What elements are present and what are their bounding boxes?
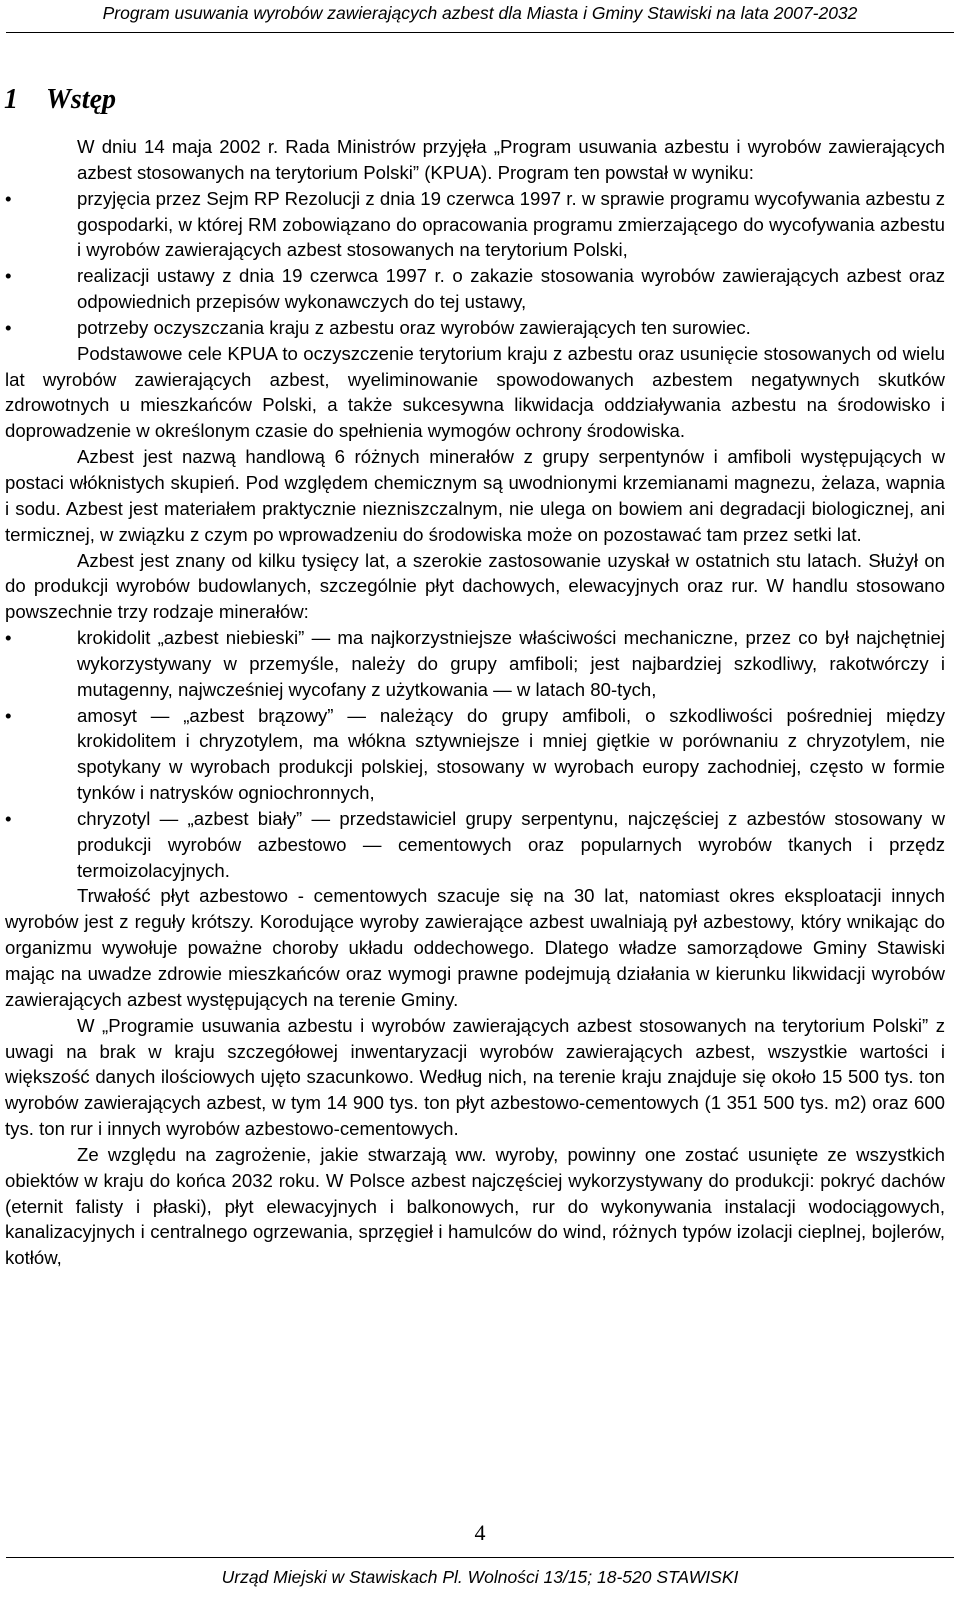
body-paragraph: Azbest jest nazwą handlową 6 różnych minerałów z grupy serpentynów i amfiboli występujących w postaci włóknistych skupień. Pod względem chemicznym są uwodnionymi krzemianami magnezu, żelaza, wapnia i sodu. Azbest jest materiałem praktycznie niezniszczalnym, nie ulega on bowiem ani degradacji biologicznej, ani termicznej, w związku z czym po wprowadzeniu do środowiska może on pozostawać tam przez setki lat. <box>5 446 945 545</box>
bullet-icon: • <box>5 265 12 287</box>
list-item-text: krokidolit „azbest niebieski” — ma najkorzystniejsze właściwości mechaniczne, przez co był najchętniej wykorzystywany w przemyśle, należy do grupy amfiboli; jest najbardziej szkodliwy, rakotwórczy i mutagenny, najwcześniej wycofany z użytkowania — w latach 80-tych, <box>77 627 945 700</box>
list-item <box>5 625 945 703</box>
body-paragraph: W „Programie usuwania azbestu i wyrobów zawierających azbest stosowanych na terytorium Polski” z uwagi na brak w kraju szczegółowej inwentaryzacji wyrobów zawierających azbest, wszystkie wartości i większość danych ilościowych ujęto szacunkowo. Według nich, na terenie kraju znajduje się około 15 500 tys. ton wyrobów zawierających azbest, w tym 14 900 tys. ton płyt azbestowo-cementowych (1 351 500 tys. m2) oraz 600 tys. ton rur i innych wyrobów azbestowo-cementowych. <box>5 1014 945 1140</box>
list-item <box>5 703 945 806</box>
header-divider <box>6 32 954 33</box>
body-paragraph: Podstawowe cele KPUA to oczyszczenie terytorium kraju z azbestu oraz usunięcie stosowanych od wielu lat wyrobów zawierających azbest, wyeliminowanie spowodowanych azbestem negatywnych skutków zdrowotnych u mieszkańców Polski, a także sukcesywna likwidacja oddziaływania azbestu na środowisko i doprowadzenie w określonym czasie do spełnienia wymogów ochrony środowiska. <box>5 342 945 442</box>
list-item-text: amosyt — „azbest brązowy” — należący do grupy amfiboli, o szkodliwości pośredniej między krokidolitem i chryzotylem, ma włókna sztywniejsze i mniej giętkie w porównaniu z chryzotylem, nie spotykany w wyrobach produkcji polskiej, stosowany w wyrobach europy zachodniej, często w formie tynków i natrysków ogniochronnych, <box>77 704 945 804</box>
list-item-text: chryzotyl — „azbest biały” — przedstawiciel grupy serpentynu, najczęściej z azbestów stosowany w produkcji wyrobów azbestowo — cementowych oraz popularnych wyrobów tkanych i przędz termoizolacyjnych. <box>77 807 945 881</box>
minerals-list <box>5 625 945 883</box>
bullet-icon: • <box>5 704 12 726</box>
body-paragraph: Ze względu na zagrożenie, jakie stwarzają ww. wyroby, powinny one zostać usunięte ze wszystkich obiektów w kraju do końca 2032 roku. W Polsce azbest najczęściej wykorzystywany do produkcji: pokryć dachów (eternit falisty i płaski), płyt elewacyjnych i balkonowych, rur do wykonywania instalacji wodociągowych, kanalizacyjnych i centralnego ogrzewania, sprzęgieł i hamulców do wind, różnych typów izolacji cieplnej, bojlerów, kotłów, <box>5 1143 945 1269</box>
bullet-icon: • <box>5 187 12 209</box>
bullet-icon: • <box>5 316 12 338</box>
header-title: Program usuwania wyrobów zawierających azbest dla Miasta i Gminy Stawiski na lata 2007-2032 <box>102 3 858 23</box>
bullet-icon: • <box>5 627 12 649</box>
list-item-text: realizacji ustawy z dnia 19 czerwca 1997 r. o zakazie stosowania wyrobów zawierających azbest oraz odpowiednich przepisów wykonawczych do tej ustawy, <box>77 265 945 313</box>
list-item <box>5 806 945 884</box>
bullet-icon: • <box>5 807 12 829</box>
list-item <box>5 315 945 341</box>
list-item <box>5 186 945 264</box>
list-item-text: potrzeby oczyszczania kraju z azbestu oraz wyrobów zawierających ten surowiec. <box>77 316 751 338</box>
section-heading <box>4 80 116 120</box>
origin-list <box>5 186 945 341</box>
intro-paragraph: W dniu 14 maja 2002 r. Rada Ministrów przyjęła „Program usuwania azbestu i wyrobów zawierających azbest stosowanych na terytorium Polski” (KPUA). Program ten powstał w wyniku: <box>77 136 945 183</box>
page-header <box>0 0 960 36</box>
list-item-text: przyjęcia przez Sejm RP Rezolucji z dnia 19 czerwca 1997 r. w sprawie programu wycofywania azbestu z gospodarki, w której RM zobowiązano do opracowania programu zmierzającego do wycofywania azbestu i wyrobów zawierających azbest stosowanych na terytorium Polski, <box>77 187 945 261</box>
body-text <box>5 134 945 1271</box>
section-title: Wstęp <box>46 84 116 115</box>
body-paragraph: Azbest jest znany od kilku tysięcy lat, a szerokie zastosowanie uzyskał w ostatnich stu latach. Służył on do produkcji wyrobów budowlanych, szczególnie płyt dachowych, elewacyjnych oraz rur. W handlu stosowano powszechnie trzy rodzaje minerałów: <box>5 549 945 623</box>
list-item <box>5 263 945 315</box>
page-number: 4 <box>474 1520 486 1545</box>
footer-divider <box>6 1557 954 1558</box>
footer-address: Urząd Miejski w Stawiskach Pl. Wolności 13/15; 18-520 STAWISKI <box>221 1567 739 1587</box>
section-number: 1 <box>4 84 18 115</box>
body-paragraph: Trwałość płyt azbestowo - cementowych szacuje się na 30 lat, natomiast okres eksploatacji innych wyrobów jest z reguły krótszy. Korodujące wyroby zawierające azbest uwalniają pył azbestowy, który wnikając do organizmu wywołuje poważne choroby układu oddechowego. Dlatego władze samorządowe Gminy Stawiski mając na uwadze zdrowie mieszkańców oraz wymogi prawne podejmują działania w kierunku likwidacji wyrobów zawierających azbest występujących na terenie Gminy. <box>5 885 945 1010</box>
